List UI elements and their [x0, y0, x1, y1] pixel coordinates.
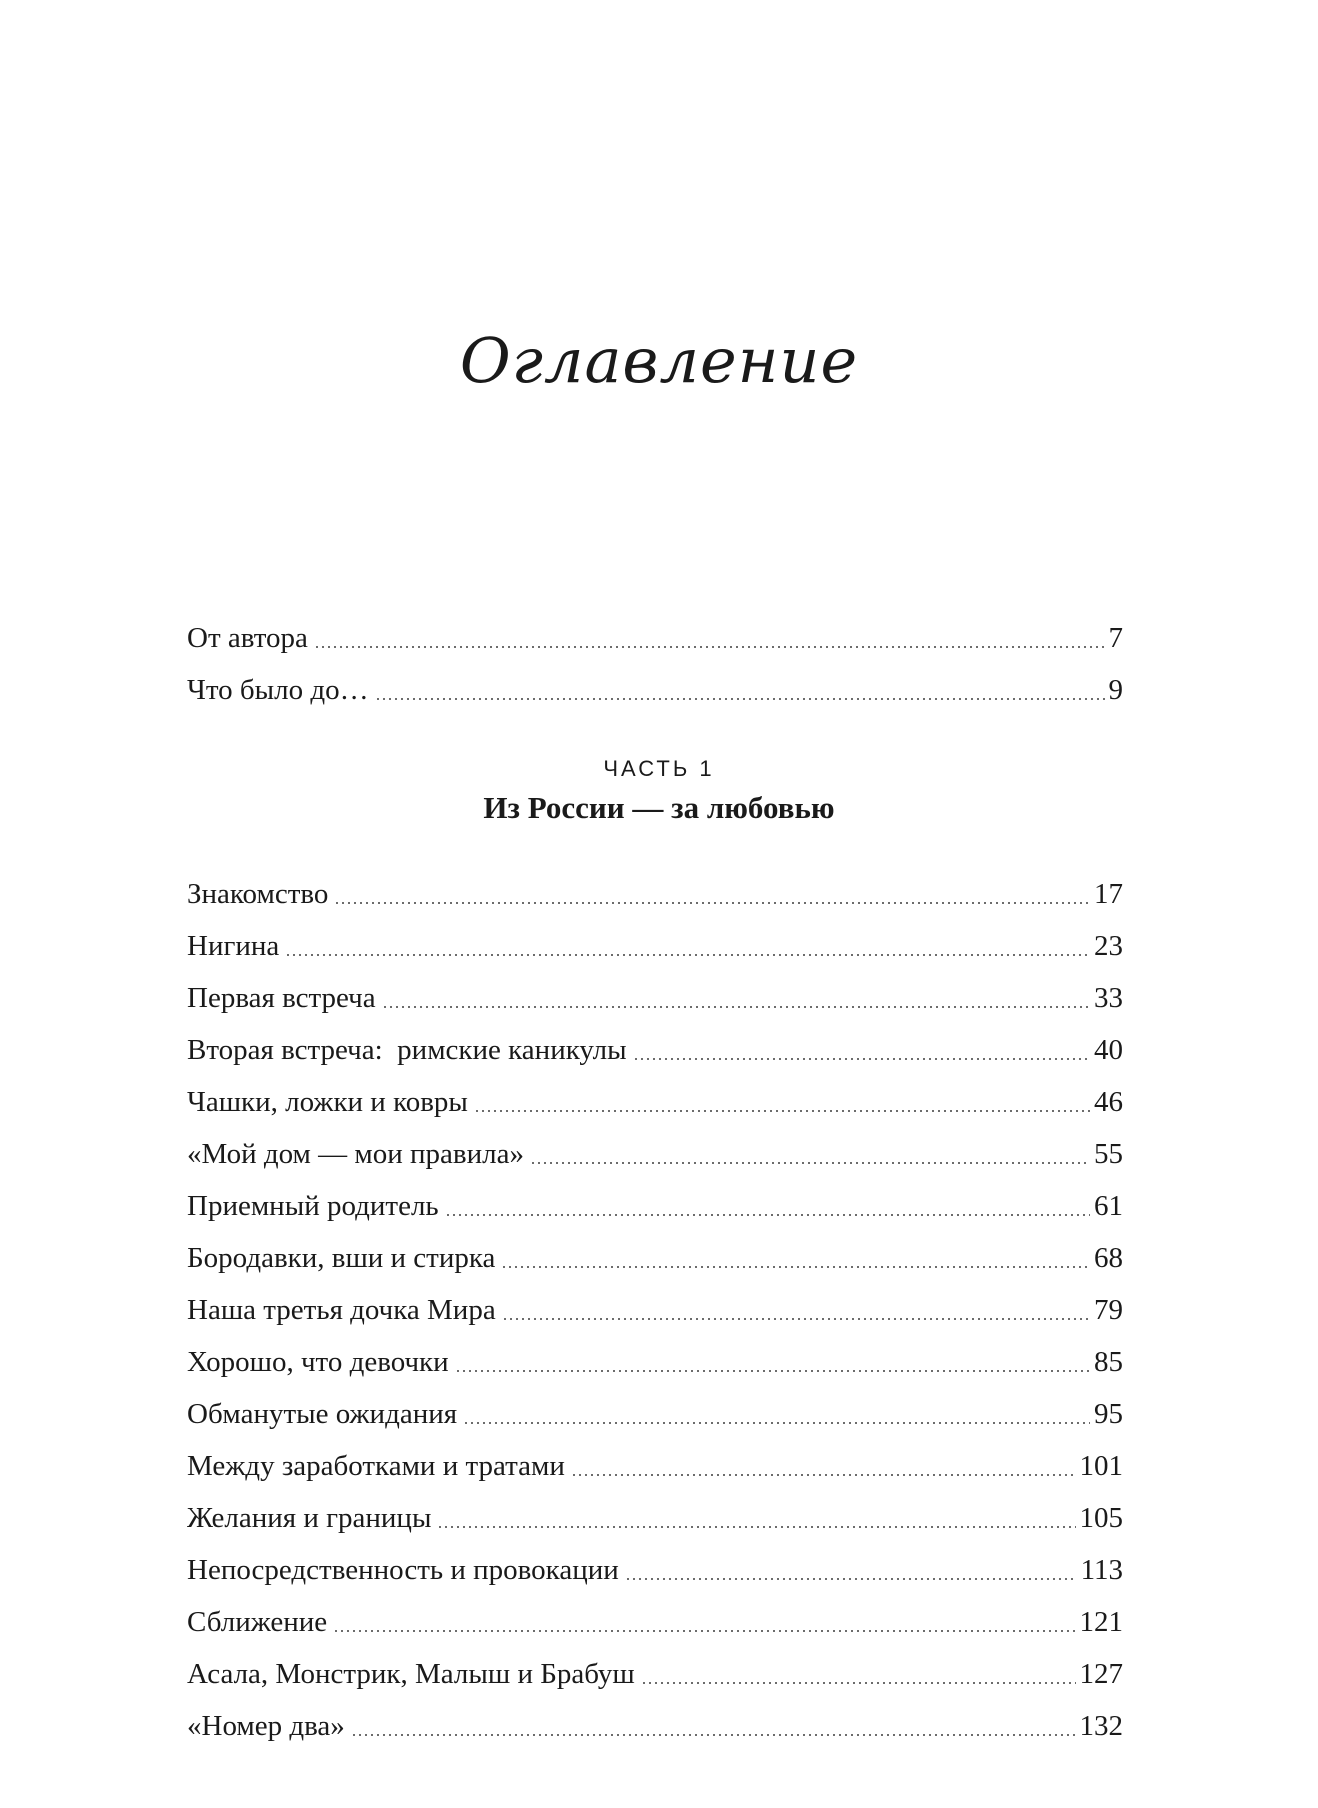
intro-toc	[187, 612, 1123, 716]
toc-entry-title: Что было до…	[187, 674, 369, 706]
part-label: ЧАСТЬ 1	[603, 756, 715, 781]
toc-entry-page: 127	[1079, 1658, 1123, 1690]
toc-entry-page: 46	[1094, 1086, 1123, 1118]
toc-entry-title: Непосредственность и провокации	[187, 1554, 619, 1586]
toc-entry[interactable]	[187, 868, 1123, 920]
dot-leader	[571, 1474, 1076, 1476]
toc-entry[interactable]	[187, 1596, 1123, 1648]
toc-entry-page: 113	[1080, 1554, 1123, 1586]
dot-leader	[502, 1318, 1090, 1320]
toc-entry[interactable]	[187, 1544, 1123, 1596]
toc-entry-title: Знакомство	[187, 878, 329, 910]
toc-entry-title: Чашки, ложки и ковры	[187, 1086, 468, 1118]
toc-entry[interactable]	[187, 1076, 1123, 1128]
toc-entry[interactable]	[187, 1700, 1123, 1752]
toc-entry[interactable]	[187, 612, 1123, 664]
toc-entry-page: 17	[1094, 878, 1123, 910]
dot-leader	[351, 1734, 1076, 1736]
toc-entry-title: «Мой дом — мои правила»	[187, 1138, 524, 1170]
toc-entry[interactable]	[187, 1284, 1123, 1336]
dot-leader	[501, 1266, 1090, 1268]
toc-entry-page: 40	[1094, 1034, 1123, 1066]
toc-entry-title: Желания и границы	[187, 1502, 432, 1534]
dot-leader	[375, 698, 1105, 700]
toc-entry-title: Наша третья дочка Мира	[187, 1294, 496, 1326]
toc-entry-title: От автора	[187, 622, 308, 654]
dot-leader	[474, 1110, 1090, 1112]
toc-entry-page: 9	[1108, 674, 1123, 706]
dot-leader	[334, 902, 1090, 904]
toc-entry-page: 7	[1108, 622, 1123, 654]
dot-leader	[437, 1526, 1075, 1528]
toc-entry[interactable]	[187, 1024, 1123, 1076]
toc-entry[interactable]	[187, 1232, 1123, 1284]
toc-entry-title: Между заработками и тратами	[187, 1450, 565, 1482]
toc-entry[interactable]	[187, 1440, 1123, 1492]
page-title: Оглавление	[459, 324, 859, 397]
toc-entry[interactable]	[187, 920, 1123, 972]
toc-entry-page: 85	[1094, 1346, 1123, 1378]
dot-leader	[445, 1214, 1090, 1216]
toc-entry-page: 101	[1079, 1450, 1123, 1482]
toc-entry-page: 23	[1094, 930, 1123, 962]
toc-entry[interactable]	[187, 1492, 1123, 1544]
toc-entry-page: 79	[1094, 1294, 1123, 1326]
toc-entry[interactable]	[187, 972, 1123, 1024]
dot-leader	[382, 1006, 1090, 1008]
dot-leader	[463, 1422, 1090, 1424]
toc-entry-page: 68	[1094, 1242, 1123, 1274]
toc-entry-title: Сближение	[187, 1606, 328, 1638]
dot-leader	[625, 1578, 1077, 1580]
chapter-toc	[187, 868, 1123, 1752]
dot-leader	[314, 646, 1105, 648]
toc-entry-title: Нигина	[187, 930, 280, 962]
toc-entry[interactable]	[187, 1180, 1123, 1232]
toc-entry-page: 33	[1094, 982, 1123, 1014]
toc-entry-title: Приемный родитель	[187, 1190, 439, 1222]
toc-entry-title: Обманутые ожидания	[187, 1398, 458, 1430]
dot-leader	[285, 954, 1090, 956]
toc-entry-title: Хорошо, что девочки	[187, 1346, 449, 1378]
toc-entry[interactable]	[187, 664, 1123, 716]
toc-entry-page: 105	[1079, 1502, 1123, 1534]
toc-entry-title: Первая встреча	[187, 982, 376, 1014]
toc-entry-page: 61	[1094, 1190, 1123, 1222]
toc-entry-title: Асала, Монстрик, Малыш и Брабуш	[187, 1658, 635, 1690]
dot-leader	[455, 1370, 1090, 1372]
toc-entry[interactable]	[187, 1336, 1123, 1388]
dot-leader	[333, 1630, 1075, 1632]
toc-entry[interactable]	[187, 1648, 1123, 1700]
toc-entry-page: 121	[1079, 1606, 1123, 1638]
toc-entry-title: Вторая встреча: римские каникулы	[187, 1034, 627, 1066]
dot-leader	[641, 1682, 1076, 1684]
toc-entry[interactable]	[187, 1388, 1123, 1440]
part-title: Из России — за любовью	[483, 790, 835, 825]
toc-entry[interactable]	[187, 1128, 1123, 1180]
dot-leader	[530, 1162, 1090, 1164]
toc-entry-page: 95	[1094, 1398, 1123, 1430]
toc-entry-page: 132	[1079, 1710, 1123, 1742]
dot-leader	[633, 1058, 1090, 1060]
toc-entry-title: Бородавки, вши и стирка	[187, 1242, 496, 1274]
toc-entry-page: 55	[1094, 1138, 1123, 1170]
toc-entry-title: «Номер два»	[187, 1710, 345, 1742]
